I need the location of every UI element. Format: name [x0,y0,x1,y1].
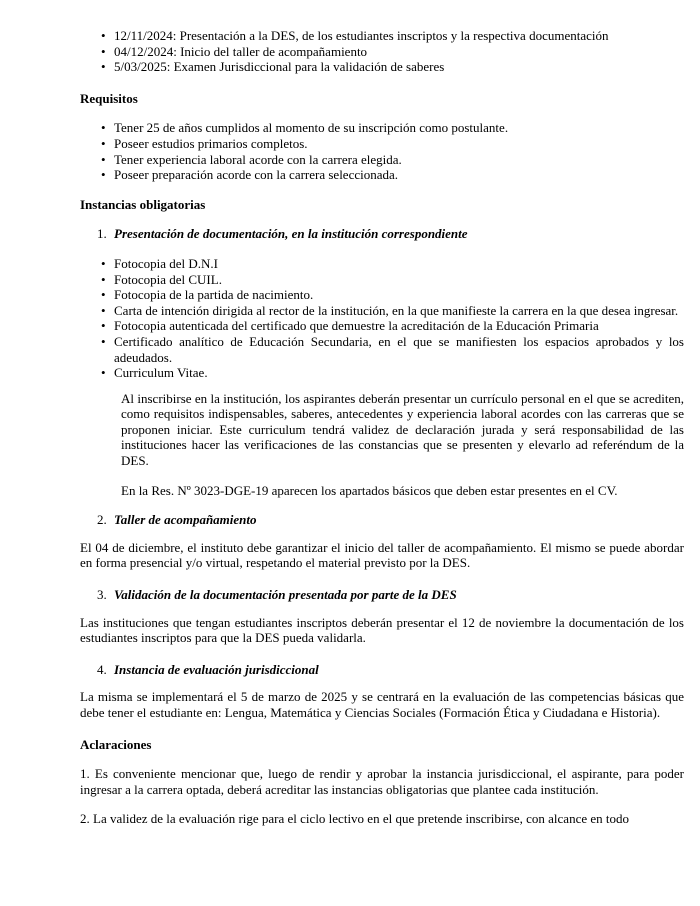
list-item: • Fotocopia autenticada del certificado que demuestre la acreditación de la Educación Primaria [114,318,684,334]
paragraph-aclaracion-2: 2. La validez de la evaluación rige para el ciclo lectivo en el que pretende inscribirse, con alcance en todo [80,811,629,827]
list-item: • Certificado analítico de Educación Secundaria, en el que se manifiesten los espacios aprobados y los adeudados. [114,334,684,365]
paragraph-curriculum: Al inscribirse en la institución, los aspirantes deberán presentar un currículo personal en el que se acrediten, como requisitos indispensables, saberes, antecedentes y experiencia laboral acordes con las carreras que se proponen iniciar. Este curriculum tendrá validez de declaración jurada y será responsabilidad de las instituciones hacer las verificaciones de las constancias que se presenten y elevarlo ad referéndum de la DES. [121,390,684,469]
list-item: • Poseer preparación acorde con la carrera seleccionada. [114,167,684,183]
item-title: Validación de la documentación presentada por parte de la DES [114,587,457,603]
numbered-heading-4 [97,662,684,678]
item-number: 4. [97,661,107,677]
item-title: Instancia de evaluación jurisdiccional [114,661,319,677]
numbered-heading-3 [97,587,684,603]
documentacion-list [80,256,684,381]
list-item: • Poseer estudios primarios completos. [114,136,684,152]
paragraph-resolucion: En la Res. Nº 3023-DGE-19 aparecen los apartados básicos que deben estar presentes en el CV. [121,482,618,498]
section-heading-requisitos: Requisitos [80,90,138,106]
paragraph-taller: El 04 de diciembre, el instituto debe garantizar el inicio del taller de acompañamiento. El mismo se puede abordar en forma presencial y/o virtual, respetando el material previsto por la DES. [80,539,684,571]
section-heading-aclaraciones: Aclaraciones [80,736,152,752]
item-number: 2. [97,512,107,528]
list-item: • Fotocopia del CUIL. [114,272,684,288]
requisitos-list [80,120,684,182]
paragraph-aclaracion-1: 1. Es conveniente mencionar que, luego de rendir y aprobar la instancia jurisdiccional, el aspirante, para poder ingresar a la carrera optada, deberá acreditar las instancias obligatorias que plantee cada institución. [80,766,684,797]
list-item: • Curriculum Vitae. [114,365,684,381]
list-item: • 04/12/2024: Inicio del taller de acompañamiento [114,44,684,60]
list-item: • Fotocopia del D.N.I [114,256,684,272]
item-title: Taller de acompañamiento [114,512,257,528]
numbered-heading-1 [97,226,684,242]
item-number: 1. [97,226,107,242]
paragraph-evaluacion: La misma se implementará el 5 de marzo de 2025 y se centrará en la evaluación de las competencias básicas que debe tener el estudiante en: Lengua, Matemática y Ciencias Sociales (Formación Ética y Ciudadana e Historia). [80,689,684,720]
list-item: • Carta de intención dirigida al rector de la institución, en la que manifieste la carrera en la que desea ingresar. [114,303,684,319]
numbered-heading-2 [97,512,684,528]
list-item: • Tener 25 de años cumplidos al momento de su inscripción como postulante. [114,120,684,136]
dates-list [80,28,684,75]
item-title: Presentación de documentación, en la institución correspondiente [114,226,468,242]
list-item: • Tener experiencia laboral acorde con la carrera elegida. [114,152,684,168]
list-item: • 5/03/2025: Examen Jurisdiccional para la validación de saberes [114,59,684,75]
item-number: 3. [97,587,107,603]
section-heading-instancias: Instancias obligatorias [80,196,206,212]
document-page [80,28,684,827]
list-item: • Fotocopia de la partida de nacimiento. [114,287,684,303]
list-item: • 12/11/2024: Presentación a la DES, de los estudiantes inscriptos y la respectiva documentación [114,28,684,44]
paragraph-validacion: Las instituciones que tengan estudiantes inscriptos deberán presentar el 12 de noviembre la documentación de los estudiantes inscriptos para que la DES pueda validarla. [80,614,684,646]
